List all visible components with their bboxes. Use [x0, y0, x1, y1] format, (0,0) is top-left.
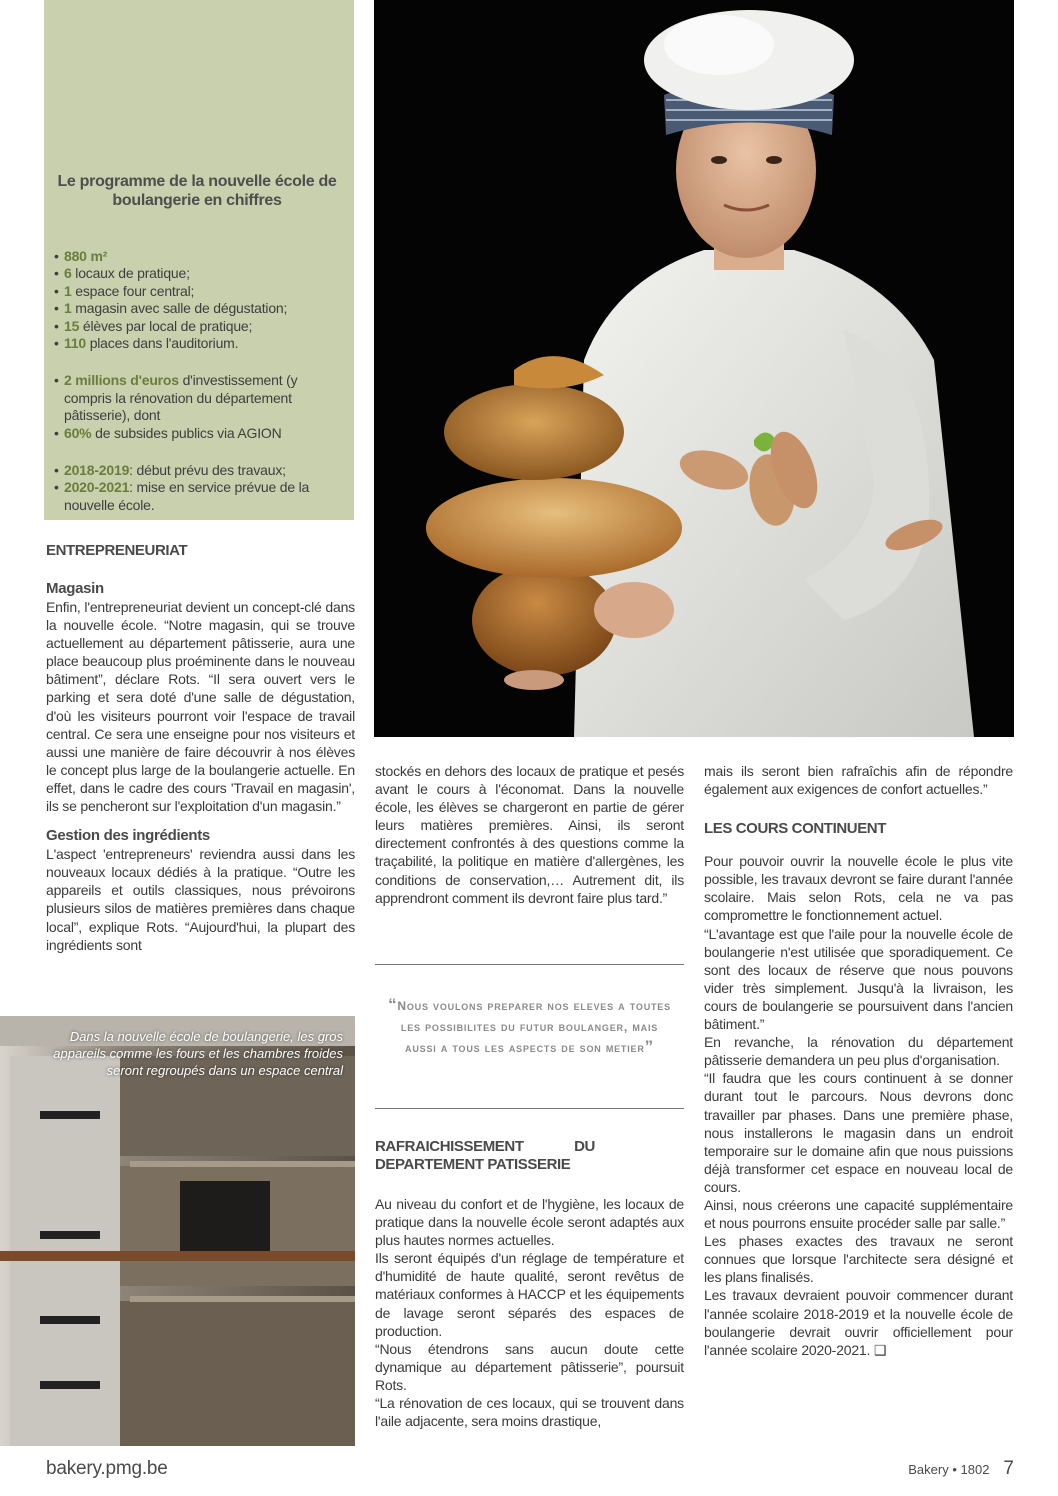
paragraph: Ainsi, nous créerons une capacité supplémentaire et nous pourrons ensuite procéder salle par salle.” — [704, 1196, 1013, 1232]
baker-photo — [374, 0, 1014, 737]
key-figure-text: de subsides publics via AGION — [91, 424, 282, 441]
section-heading-cours-continuent: LES COURS CONTINUENT — [704, 820, 887, 838]
key-figure-value: 1 — [64, 300, 72, 317]
article-column-1 — [46, 542, 355, 954]
key-figure-value: 6 — [64, 265, 72, 282]
key-figure-item — [54, 462, 340, 479]
key-figures-title: Le programme de la nouvelle école de boulangerie en chiffres — [57, 173, 337, 209]
key-figure-item — [54, 265, 340, 282]
key-figure-item — [54, 318, 340, 335]
article-column-3 — [704, 762, 1013, 1359]
article-column-2 — [375, 762, 684, 907]
pull-quote-text: “nous voulons preparer nos eleves a toutes les possibilites du futur boulanger, mais aussi a tous les aspects de son metier” — [388, 995, 671, 1056]
key-figure-value: 2020-2021 — [64, 479, 130, 496]
paragraph: Au niveau du confort et de l'hygiène, les locaux de pratique dans la nouvelle école seront adaptés aux plus hautes normes actuelles. — [375, 1196, 684, 1249]
key-figure-item — [54, 425, 340, 442]
key-figure-item — [54, 248, 340, 265]
paragraph: stockés en dehors des locaux de pratique et pesés avant le cours à l'économat. Dans la nouvelle école, les élèves se chargeront en partie de gérer leurs matières premières. Ainsi, ils seront directement confrontés à des questions comme la traçabilité, la politique en matière d'allergènes, les conditions de conservation,… Autrement dit, ils apprendront comment ils devront faire plus tard.” — [375, 763, 684, 906]
key-figure-value: 2 millions d'euros — [64, 372, 179, 389]
key-figure-value: 60% — [64, 424, 92, 441]
pull-quote — [375, 964, 684, 1109]
paragraph: “Il faudra que les cours continuent à se donner durant tout le parcours. Nous devrons donc travailler par phases. Dans une première phase, nous installerons le magasin dans un endroit temporaire sur le domaine afin que nous puissions déjà transformer cet espace en nouveau local de cours. — [704, 1070, 1013, 1195]
key-figure-value: 1 — [64, 282, 72, 299]
subheading-gestion-ingredients: Gestion des ingrédients — [46, 827, 210, 845]
key-figure-value: 880 m² — [64, 248, 108, 264]
key-figure-text: places dans l'auditorium. — [86, 335, 239, 352]
paragraph: “Nous étendrons sans aucun doute cette dynamique au département pâtisserie”, poursuit Rots. — [375, 1340, 684, 1393]
key-figures-list — [54, 248, 340, 514]
key-figures-group — [54, 462, 340, 514]
page-number: 7 — [1003, 1458, 1014, 1479]
paragraph: Les travaux devraient pouvoir commencer durant l'année scolaire 2018-2019 et la nouvelle école de boulangerie devrait ouvrir officiellement pour l'année scolaire 2020-2021. ❑ — [704, 1287, 1013, 1358]
key-figures-group — [54, 248, 340, 352]
footer-page-info — [908, 1458, 1014, 1480]
key-figure-item — [54, 335, 340, 352]
key-figure-text: : début prévu des travaux; — [129, 462, 286, 479]
key-figure-text: magasin avec salle de dégustation; — [71, 300, 288, 317]
end-mark-icon: ❑ — [873, 1341, 887, 1358]
paragraph: Ils seront équipés d'un réglage de température et d'humidité de haute qualité, seront revêtus de matériaux conformes à HACCP et les équipements de lavage seront séparés des espaces de production. — [375, 1250, 684, 1339]
key-figure-value: 110 — [64, 335, 86, 352]
key-figure-text: élèves par local de pratique; — [79, 317, 253, 334]
key-figure-text: d'investissement (y compris la rénovation du département pâtisserie), dont — [64, 372, 298, 424]
paragraph: Pour pouvoir ouvrir la nouvelle école le plus vite possible, les travaux devront se faire durant l'année scolaire. Mais selon Rots, cela ne va pas compromettre le fonctionnement actuel. — [704, 853, 1013, 924]
oven-photo — [0, 1016, 355, 1446]
key-figure-item — [54, 283, 340, 300]
paragraph: mais ils seront bien rafraîchis afin de répondre également aux exigences de confort actuelles.” — [704, 763, 1013, 798]
footer-website-link[interactable]: bakery.pmg.be — [46, 1458, 168, 1479]
key-figure-value: 15 — [64, 317, 80, 334]
paragraph: “L'avantage est que l'aile pour la nouvelle école de boulangerie n'est utilisée que sporadiquement. Ce sont des locaux de réserve que nous pouvons vider très simplement. Jusqu'à la livraison, les cours de boulangerie se poursuivent dans l'ancien bâtiment.” — [704, 925, 1013, 1033]
key-figure-item — [54, 300, 340, 317]
key-figure-item — [54, 372, 340, 424]
section-heading-entrepreneuriat: ENTREPRENEURIAT — [46, 542, 188, 559]
paragraph: L'aspect 'entrepreneurs' reviendra aussi dans les nouveaux locaux dédiés à la pratique. “Outre les appareils et outils classiques, nous prévoirons plusieurs silos de matières premières dans chaque local”, explique Rots. “Aujourd'hui, la plupart des ingrédients sont — [46, 846, 355, 953]
key-figure-text: : mise en service prévue de la nouvelle école. — [64, 479, 310, 513]
section-heading-rafraichissement: RAFRAICHISSEMENT DU DEPARTEMENT PATISSERIE — [375, 1138, 595, 1173]
key-figure-text: locaux de pratique; — [71, 265, 190, 282]
key-figure-value: 2018-2019 — [64, 462, 130, 479]
paragraph: Enfin, l'entrepreneuriat devient un concept-clé dans la nouvelle école. “Notre magasin, qui se trouve actuellement au département pâtisserie, aura une place beaucoup plus proéminente dans le nouveau bâtiment”, déclare Rots. “Il sera ouvert vers le parking et sera doté d'une salle de dégustation, d'où les visiteurs pourront voir l'espace de travail central. Ce sera une enseigne pour nos visiteurs et aussi une manière de faire découvrir à nos élèves le concept plus large de la boulangerie actuelle. En effet, dans le cadre des cours 'Travail en magasin', ils se pencheront sur l'exploitation d'un magasin.” — [46, 599, 355, 815]
paragraph: “La rénovation de ces locaux, qui se trouvent dans l'aile adjacente, sera moins drastique, — [375, 1395, 684, 1430]
magazine-issue: Bakery • 1802 — [908, 1462, 990, 1477]
paragraph: Les phases exactes des travaux ne seront connues que lorsque l'architecte sera désigné et les plans finalisés. — [704, 1233, 1013, 1286]
photo-caption: Dans la nouvelle école de boulangerie, les gros appareils comme les fours et les chambres froides seront regroupés dans un espace central — [53, 1029, 343, 1078]
key-figure-text: espace four central; — [71, 282, 195, 299]
paragraph: En revanche, la rénovation du département pâtisserie demandera un peu plus d'organisation. — [704, 1034, 1013, 1069]
subheading-magasin: Magasin — [46, 580, 104, 597]
key-figures-box — [44, 0, 354, 520]
key-figure-item — [54, 479, 340, 514]
key-figures-group — [54, 372, 340, 442]
article-column-2-lower — [375, 1138, 684, 1430]
